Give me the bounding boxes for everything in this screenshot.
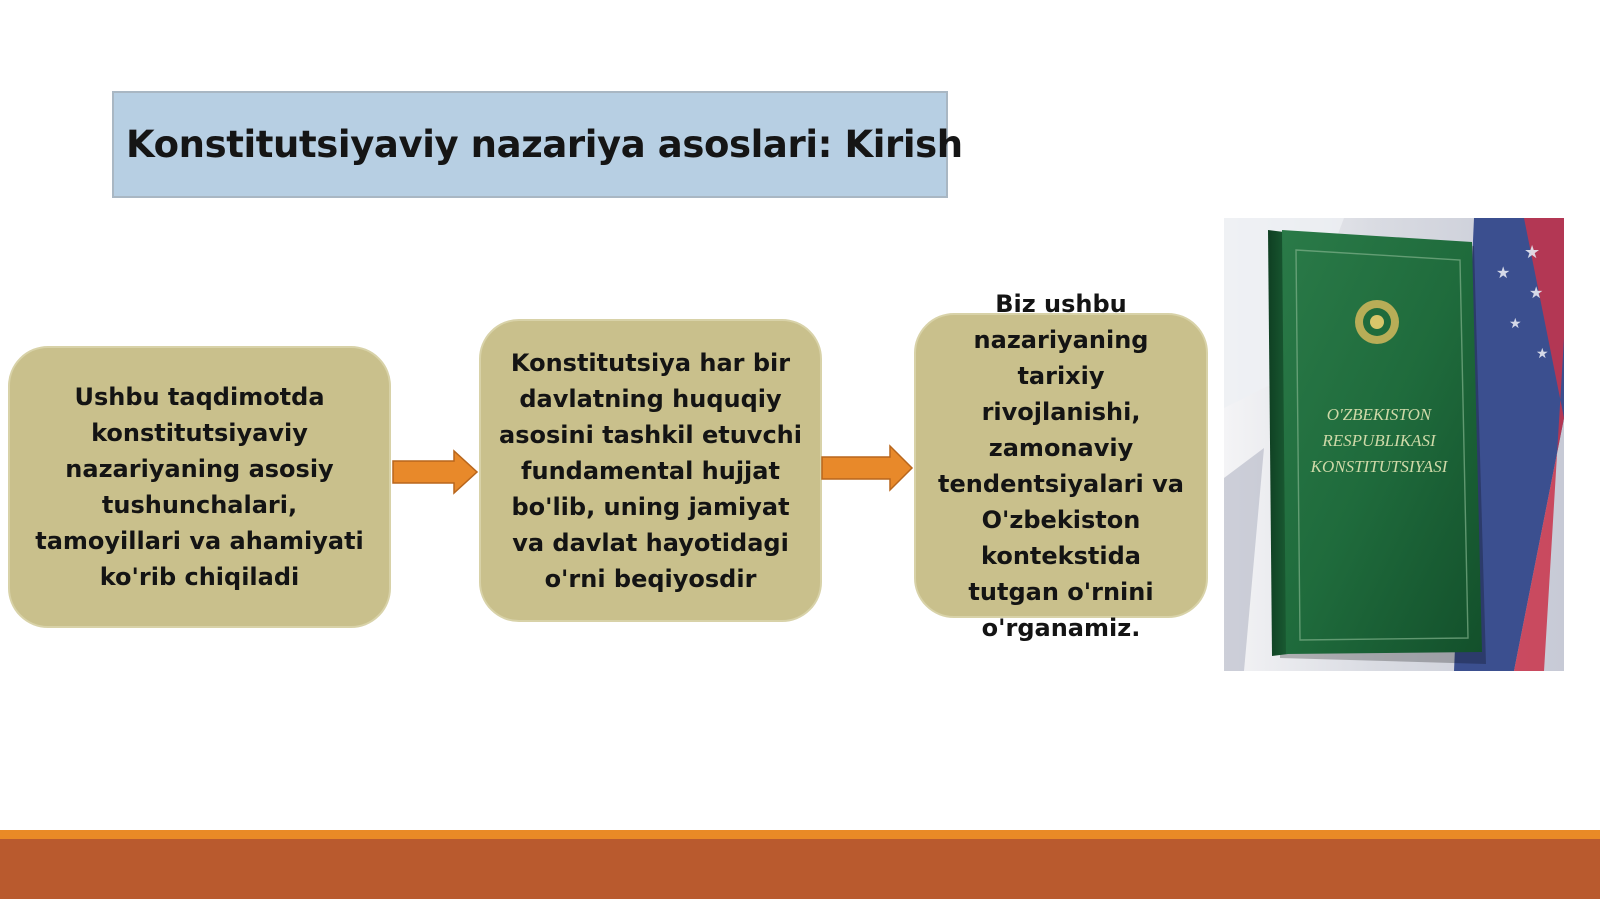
flow-box-study-text: Biz ushbu nazariyaning tarixiy rivojlanishi, zamonaviy tendentsiyalari va O'zbekiston kontekstida tutgan o'rnini o'rganamiz. xyxy=(938,289,1184,642)
constitution-book-image xyxy=(1224,218,1564,671)
svg-text:★: ★ xyxy=(1524,242,1541,263)
svg-text:★: ★ xyxy=(1536,346,1549,362)
flow-box-constitution-text: Konstitutsiya har bir davlatning huquqiy asosini tashkil etuvchi fundamental hujjat bo'lib, uning jamiyat va davlat hayotidagi o'rni beqiyosdir xyxy=(499,348,802,593)
right-arrow-icon xyxy=(391,448,479,496)
svg-text:★: ★ xyxy=(1509,316,1522,332)
flow-box-study xyxy=(914,289,1208,642)
svg-text:★: ★ xyxy=(1529,283,1544,302)
title-banner xyxy=(112,91,963,198)
svg-text:★: ★ xyxy=(1496,263,1511,282)
book-title-line1: O'ZBEKISTON xyxy=(1326,405,1432,424)
slide-title: Konstitutsiyaviy nazariya asoslari: Kirish xyxy=(126,123,963,166)
flow-box-constitution xyxy=(479,319,822,622)
footer-bar xyxy=(0,830,1600,899)
book-title-line2: RESPUBLIKASI xyxy=(1322,431,1436,450)
right-arrow-icon xyxy=(820,443,914,493)
flow-box-intro xyxy=(8,346,391,628)
book-title-line3: KONSTITUTSIYASI xyxy=(1310,457,1448,476)
flow-box-intro-text: Ushbu taqdimotda konstitutsiyaviy nazariyaning asosiy tushunchalari, tamoyillari va ahamiyati ko'rib chiqiladi xyxy=(35,383,364,591)
